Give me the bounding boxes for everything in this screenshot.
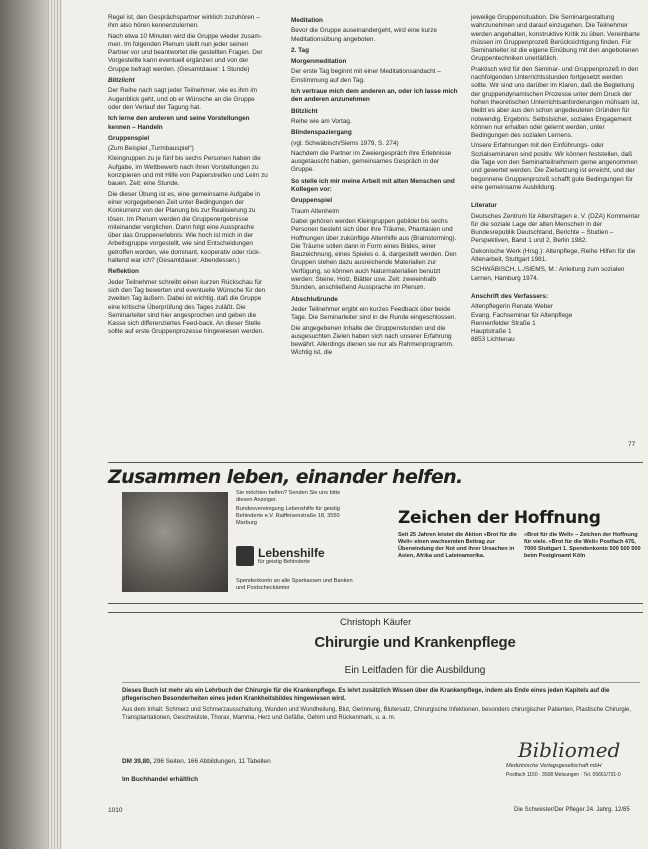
article-column-2 xyxy=(291,14,459,360)
page-edges xyxy=(48,0,62,849)
divider xyxy=(108,612,643,613)
paragraph: Nachdem die Partner im Zweiergespräch ihre Erlebnisse ausgetauscht haben, gemeinsames Gespräch in der Gruppe. xyxy=(291,149,452,174)
lebenshilfe-logo xyxy=(236,546,356,568)
author-address: Altenpflegerin Renate Weber Evang. Fachseminar für Altenpflege Rennenfelder Straße 1 Hauptstraße 1 8853 Lichtenau xyxy=(471,303,573,344)
ad-text-line: Bundesvereinigung Lebenshilfe für geistig Behinderte e.V. Raiffeisenstraße 18, 3550 Marburg xyxy=(236,505,340,526)
ad-hoffnung-left: Seit 25 Jahren leistet die Aktion »Brot für die Welt« einen wachsenden Beitrag zur Überwindung der Not und ihrer Ursachen in Asien, Afrika und Lateinamerika. xyxy=(398,532,517,559)
book-author: Christoph Käufer xyxy=(340,617,412,628)
divider xyxy=(122,682,640,683)
paragraph: Die angegebenen Inhalte der Gruppenstunden und die ausgesuchten Zielen haben sich nach unserer Erfahrung bewährt. Allerdings dienen sie nur als Rahmenprogramm. Wichtig ist, die xyxy=(291,324,454,357)
publisher-address: Postfach 1150 · 3508 Melsungen · Tel. 05661/731-0 xyxy=(506,772,621,778)
literature-entry: SCHWÄBISCH, L./SIEMS, M.: Anleitung zum sozialen Lernen, Hamburg 1974. xyxy=(471,266,625,282)
section-heading: So stelle ich mir meine Arbeit mit alten Menschen und Kollegen vor: xyxy=(291,177,455,194)
article-column-3 xyxy=(471,14,641,347)
page-number: 77 xyxy=(628,441,636,448)
footer-journal: Die Schwester/Der Pfleger 24. Jahrg. 12/85 xyxy=(514,807,630,813)
ad-hoffnung-title: Zeichen der Hoffnung xyxy=(398,508,601,528)
book-price-line xyxy=(122,758,271,765)
ad-hoffnung-right: »Brot für die Welt« – Zeichen der Hoffnung für viele. »Brot für die Welt« Postfach 476, 7000 Stuttgart 1. Spendenkonto 500 500 500 beim Postgiroamt Köln xyxy=(524,532,641,559)
paragraph: Regel ist, den Gesprächspartner wirklich zuzuhören – ihm also hören kennenzulernen. xyxy=(108,14,260,30)
footer-page-number: 1010 xyxy=(108,807,123,814)
section-heading: Meditation xyxy=(291,17,323,24)
lebenshilfe-logo-icon xyxy=(236,546,254,566)
section-heading: Gruppenspiel xyxy=(291,197,333,205)
book-description-paragraph: Dieses Buch ist mehr als ein Lehrbuch der Chirurgie für die Krankenpflege. Es lehrt zusätzlich Wissen über die Krankenpflege, indem als Ende eines jeden Kapitels auf die pflegerischen Besonderheiten eines jeden Krankheitsbildes hingewiesen wird. xyxy=(122,688,610,702)
ad-text-line: Sie möchten helfen? Senden Sie uns bitte diesen Anzeiger. xyxy=(236,490,341,503)
paragraph: Der Reihe nach sagt jeder Teilnehmer, wie es ihm im Augenblick geht, und ob er Wünsche an die Gruppe oder den Verlauf der Tagung hat. xyxy=(108,87,258,111)
section-heading: Ich vertraue mich dem anderen an, oder ich lasse mich den anderen anzunehmen xyxy=(291,88,458,104)
section-heading: Blindenspaziergang xyxy=(291,129,352,137)
ad-photo xyxy=(122,492,228,592)
book-availability: Im Buchhandel erhältlich xyxy=(122,776,198,783)
paragraph: Die dieser Übung ist es, eine gemeinsame Aufgabe in einer vorgegebenen Zeit unter Bedingungen der Konkurrenz von der Planung bis zur Realisierung zu lösen. Im Plenum werden die Gruppenergebnisse miteinander verglichen. Dann folgt eine Aussprache über das Gruppenerlebnis: Wie hoch ist mich in der Arbeitsgruppe vorgestellt, wie sind Entscheidungen getroffen worden, wie dominant, kooperativ oder rückhaltend war ich? (Gesamtdauer: Abendessen.) xyxy=(108,190,261,265)
paragraph: (vgl. Schwäbisch/Siems 1979, S. 274) xyxy=(291,139,399,147)
lebenshilfe-logo-sub: für geistig Behinderte xyxy=(258,559,310,565)
paragraph: Reihe wie am Vortag. xyxy=(291,117,352,125)
literature-heading: Literatur xyxy=(471,202,497,210)
article-column-1 xyxy=(108,14,268,339)
section-heading: Blitzlicht xyxy=(108,77,135,85)
paragraph: Der erste Tag beginnt mit einer Meditationsandacht – Einstimmung auf den Tag. xyxy=(291,68,441,84)
ad-lebenshilfe-text xyxy=(236,490,354,529)
paragraph: Dabei gehören werden Kleingruppen gebildet bis sechs Personen besteht sich über ihre Träume, Phantasien und Hoffnungen über zukünftige Altenhilfe aus (Brainstorming). Die Träume sollen dann in Form eines Bildes, einer Bauzeichnung, eines Spieles o. ä. dargestellt werden. Den Gruppen stehen dazu ausreichende Materialien zur Verfügung, so können auch Naturmaterialien benutzt werden: Steine, Holz, Blätter usw. Zeit: zweieinhalb Stunden, anschließend Aussprache im Plenum. xyxy=(291,217,457,292)
paragraph: Jeder Teilnehmer ergibt ein kurzes Feedback über beide Tage. Die Seminarleiter sind in die Runde eingeschlossen. xyxy=(291,305,457,322)
divider xyxy=(108,603,643,604)
author-address-heading: Anschrift des Verfassers: xyxy=(471,292,549,300)
section-heading: Reflektion xyxy=(108,268,139,276)
paragraph: Jeder Teilnehmer schreibt einen kurzen Rückschau für sich den Tag bewerten und eventuelle Wünsche für den zweiten Tag äußern. Dabei ist wichtig, daß die Gruppe eine kritische Überprüfung des Tages zuläßt. Die Seminarleiter sind hier angesprochen und geben die Kasse sich differenziertes Feed-back. An dieser Stelle sollte auf erste Gruppenprozesse hingewiesen werden. xyxy=(108,278,266,336)
book-description xyxy=(122,688,640,726)
paragraph: jeweilige Gruppensituation. Die Seminargestaltung wahrzunehmen und darauf einzugehen. Die Teilnehmer werden angehalten, konstruktive Kritik zu üben. Vereinbarte müssen im Gruppenprozeß Berücksichtigung finden. Für Seminarleiter ist die eigene Einübung mit den angebotenen Gruppentechniken unerläßlich. xyxy=(471,14,640,63)
book-subtitle: Ein Leitfaden für die Ausbildung xyxy=(344,665,486,676)
paragraph: Kleingruppen zu je fünf bis sechs Personen haben die Aufgabe, im Wettbewerb nach ihren Vorstellungen zu konzipieren und mit Hilfe von Papierstreifen und Leim zu bauen. Zeit: eine Stunde. xyxy=(108,155,268,188)
paragraph: Bevor die Gruppe auseinandergeht, wird eine kurze Meditationsübung angeboten. xyxy=(291,27,438,43)
section-heading: Blitzlicht xyxy=(291,107,318,115)
paragraph: Praktisch wird für den Seminar- und Gruppenprozeß in den nachfolgenden Unterrichtsstunden fortgesetzt werden sollte. Wir sind uns darüber im Klaren, daß die Begleitung der gruppendynamischen Prozesse unter dem Druck der hohen theoretischen Unterrichtsanforderungen mühsam ist, bleibt es aber aus den schon angedeuteten Gründen für notwendig. Ergebnis: Selbstsicher, soziales Engagement können nur erhalten oder gelernt werden, unter Bedingungen des sozialen Lernens. xyxy=(471,65,640,140)
paragraph: (Zum Beispiel „Turmbauspiel“) xyxy=(108,145,194,153)
section-heading: Abschlußrunde xyxy=(291,295,338,303)
section-heading: 2. Tag xyxy=(291,46,309,54)
paragraph: Unsere Erfahrungen mit den Einführungs- oder Sozialseminaren sind positiv. Wir können feststellen, daß die Tage von den Seminarteilnehmern gerne angenommen und gewertet werden. Die Zielsetzung ist erreicht, und der begonnene Gruppenprozeß schafft gute Bedingungen für eine gemeinsame Ausbildung. xyxy=(471,142,638,191)
publisher-name: Medizinische Verlagsgesellschaft mbH xyxy=(506,763,602,769)
ad-lebenshilfe-title: Zusammen leben, einander helfen. xyxy=(108,466,463,488)
section-heading: Morgenmeditation xyxy=(291,58,347,66)
book-title: Chirurgie und Krankenpflege xyxy=(314,634,516,651)
section-heading: Gruppenspiel xyxy=(108,134,150,142)
publisher-logo: Bibliomed xyxy=(518,738,621,762)
literature-entry: Deutsches Zentrum für Altersfragen e. V. (DZA) Kommentar für die soziale Lage der alten Menschen in der Bundesrepublik Deutschland, Berichte – Studien – Perspektiven, Band 1 und 2, Berlin 1982. xyxy=(471,212,640,245)
paragraph: Nach etwa 10 Minuten wird die Gruppe wieder zusammen. Im folgenden Plenum stellt nun jeder seinen Partner vor und beantwortet die gestellten Fragen. Der Vorgestellte kann eventuell ergänzen und von der Gruppe befragt werden. (Gesamtdauer: 1 Stunde) xyxy=(108,32,263,73)
literature-entry: Dekonische Werk (Hrsg.): Altenpflege, Reihe Hilfen für die Altenarbeit, Stuttgart 1981. xyxy=(471,247,636,264)
lebenshilfe-logo-name: Lebenshilfe xyxy=(258,546,325,560)
section-heading: Ich lerne den anderen und seine Vorstellungen kennen – Handeln xyxy=(108,115,250,131)
ad-lebenshilfe-footer: Spendenkonto an alle Sparkassen und Banken und Postscheckämter xyxy=(236,578,353,591)
paragraph: Traum Altenheim xyxy=(291,207,340,215)
divider xyxy=(108,462,643,463)
book-price: DM 39,80, xyxy=(122,758,152,765)
book-description-paragraph: Aus dem Inhalt: Schmerz und Schmerzausschaltung, Wunden und Wundheilung, Blut, Gerinnung, Blutersatz, Chirurgische Infektionen, besonders chirurgischer Patienten, Plastische Chirurgie, Transplantationen, Geschwülste, Thorax, Mamma, Herz und Gefäße, Gehirn und Rückenmark, u. a. m. xyxy=(122,707,632,721)
book-price-detail: 296 Seiten, 166 Abbildungen, 11 Tabellen xyxy=(153,758,271,765)
